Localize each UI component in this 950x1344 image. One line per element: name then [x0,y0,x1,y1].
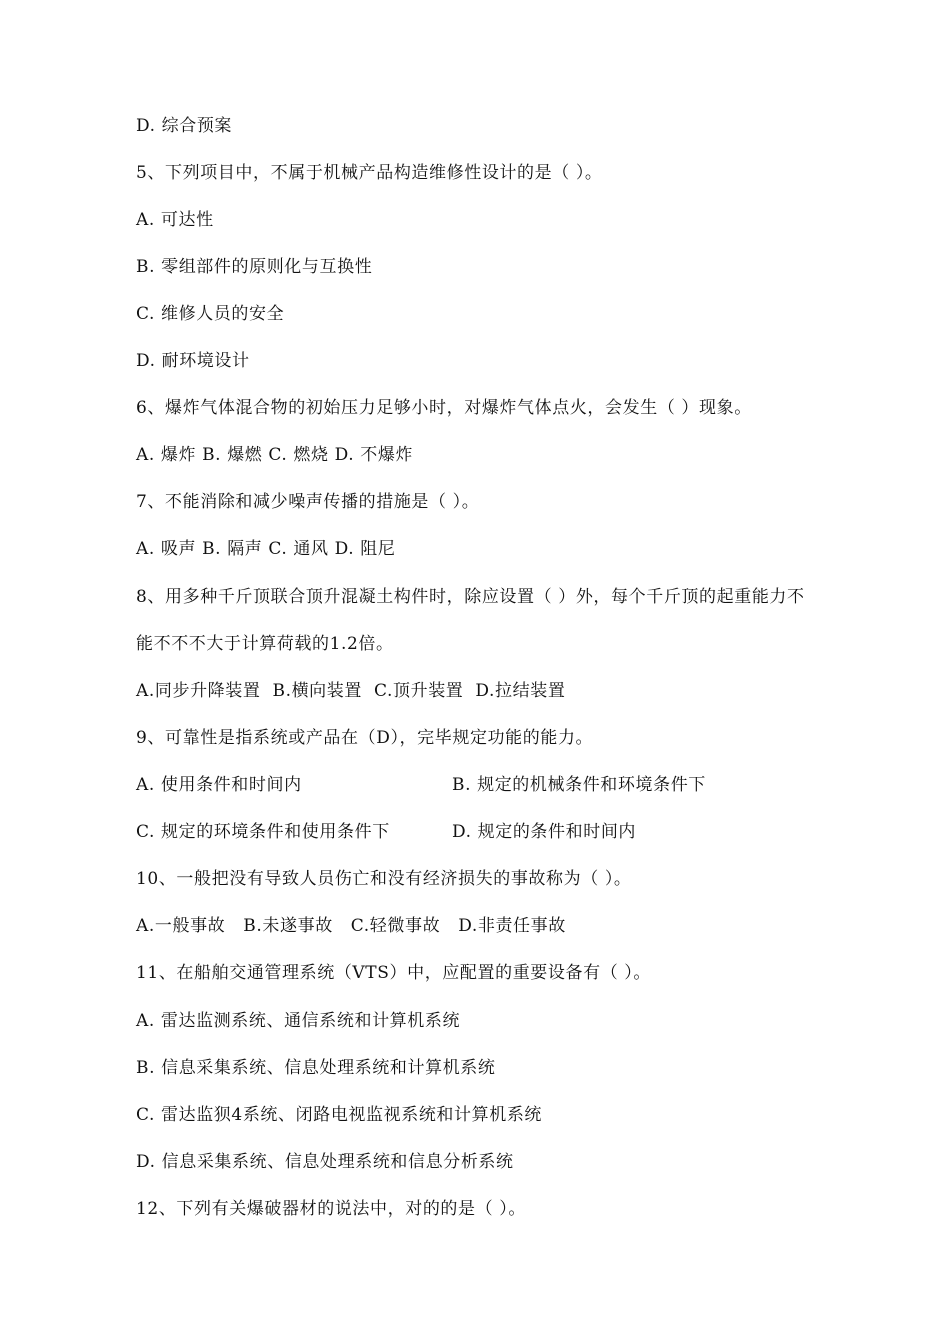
q8-options: A.同步升降装置 B.横向装置 C.顶升装置 D.拉结装置 [136,681,566,701]
q11-option-c: C. 雷达监狈4系统、闭路电视监视系统和计算机系统 [136,1105,543,1125]
q11-option-d: D. 信息采集系统、信息处理系统和信息分析系统 [136,1152,514,1172]
q9-option-a: A. 使用条件和时间内 [136,775,302,795]
q9-option-c: C. 规定的环境条件和使用条件下 [136,822,390,842]
q4-option-d: D. 综合预案 [136,116,233,136]
question-5: 5、下列项目中，不属于机械产品构造维修性设计的是（ ）。 [136,163,603,183]
question-8-line-1: 8、用多种千斤顶联合顶升混凝土构件时，除应设置（ ）外，每个千斤顶的起重能力不 [136,587,805,607]
q6-options: A. 爆炸 B. 爆燃 C. 燃烧 D. 不爆炸 [136,445,414,465]
q5-option-d: D. 耐环境设计 [136,351,250,371]
question-6: 6、爆炸气体混合物的初始压力足够小时，对爆炸气体点火，会发生（ ）现象。 [136,398,752,418]
question-10: 10、一般把没有导致人员伤亡和没有经济损失的事故称为（ ）。 [136,869,632,889]
question-8-line-2: 能不不不大于计算荷载的1.2倍。 [136,634,394,654]
q9-option-b: B. 规定的机械条件和环境条件下 [452,775,706,795]
question-7: 7、不能消除和减少噪声传播的措施是（ ）。 [136,492,480,512]
q10-options: A.一般事故 B.未遂事故 C.轻微事故 D.非责任事故 [136,916,566,936]
q7-options: A. 吸声 B. 隔声 C. 通风 D. 阻尼 [136,539,396,559]
question-9: 9、可靠性是指系统或产品在（D），完毕规定功能的能力。 [136,728,594,748]
q5-option-b: B. 零组部件的原则化与互换性 [136,257,373,277]
q5-option-c: C. 维修人员的安全 [136,304,285,324]
q9-option-d: D. 规定的条件和时间内 [452,822,637,842]
q5-option-a: A. 可达性 [136,210,214,230]
question-11: 11、在船舶交通管理系统（VTS）中，应配置的重要设备有（ ）。 [136,963,651,983]
q11-option-b: B. 信息采集系统、信息处理系统和计算机系统 [136,1058,496,1078]
q11-option-a: A. 雷达监测系统、通信系统和计算机系统 [136,1011,461,1031]
question-12: 12、下列有关爆破器材的说法中，对的的是（ ）。 [136,1199,526,1219]
